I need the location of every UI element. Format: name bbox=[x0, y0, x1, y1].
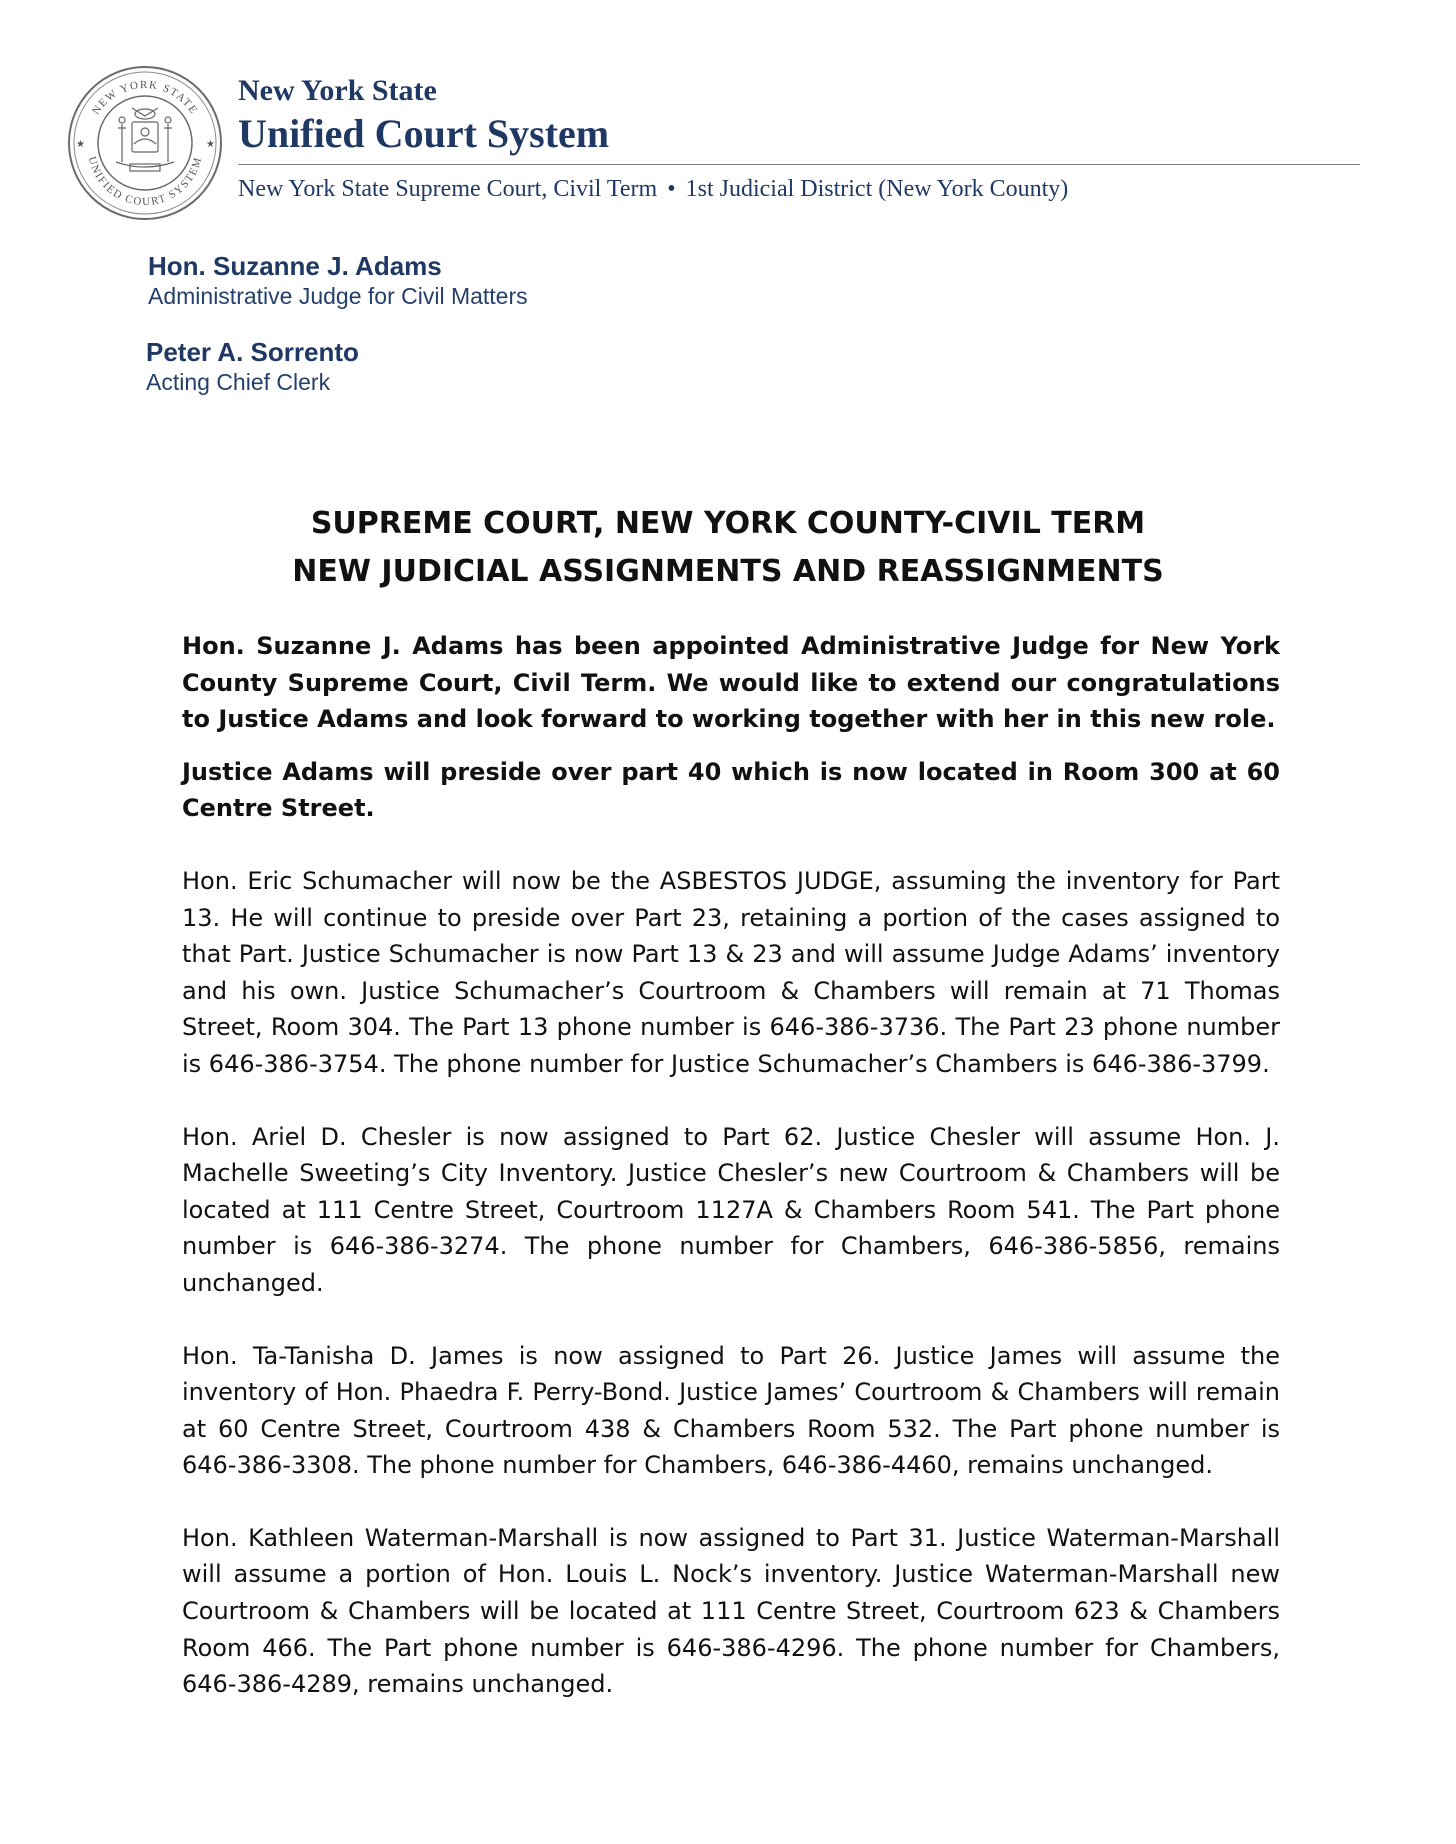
svg-text:★: ★ bbox=[76, 139, 85, 150]
paragraph-chesler: Hon. Ariel D. Chesler is now assigned to Part 62. Justice Chesler will assume Hon. J. Machelle Sweeting’s City Inventory. Justice Chesler’s new Courtroom & Chambers will be located at 111 Centre Street, Courtroom 1127A & Chambers Room 541. The Part phone number is 646-386-3274. The phone number for Chambers, 646-386-5856, remains unchanged. bbox=[182, 1122, 1280, 1297]
org-name-line2: Unified Court System bbox=[238, 111, 610, 156]
paragraph-schumacher: Hon. Eric Schumacher will now be the ASBESTOS JUDGE, assuming the inventory for Part 13. He will continue to preside over Part 23, retaining a portion of the cases assigned to that Part. Justice Schumacher is now Part 13 & 23 and will assume Judge Adams’ inventory and his own. Justice Schumacher’s Courtroom & Chambers will remain at 71 Thomas Street, Room 304. The Part 13 phone number is 646-386-3736. The Part 23 phone number is 646-386-3754. The phone number for Justice Schumacher’s Chambers is 646-386-3799. bbox=[182, 866, 1280, 1078]
document-headline bbox=[0, 500, 1456, 596]
paragraph-appointment: Hon. Suzanne J. Adams has been appointed Administrative Judge for New York County Supreme Court, Civil Term. We would like to extend our congratulations to Justice Adams and look forward to working together with her in this new role. bbox=[182, 632, 1280, 734]
document-body bbox=[182, 628, 1280, 1703]
header-divider bbox=[238, 164, 1360, 165]
new-york-state-seal-icon bbox=[66, 64, 224, 222]
official-name: Hon. Suzanne J. Adams bbox=[148, 251, 442, 281]
organization-name bbox=[238, 72, 609, 158]
court-name: New York State Supreme Court, Civil Term bbox=[238, 176, 658, 202]
official-title: Administrative Judge for Civil Matters bbox=[148, 283, 528, 309]
headline-line1: SUPREME COURT, NEW YORK COUNTY-CIVIL TERM bbox=[310, 506, 1146, 541]
paragraph-james: Hon. Ta-Tanisha D. James is now assigned to Part 26. Justice James will assume the inventory of Hon. Phaedra F. Perry-Bond. Justice James’ Courtroom & Chambers will remain at 60 Centre Street, Courtroom 438 & Chambers Room 532. The Part phone number is 646-386-3308. The phone number for Chambers, 646-386-4460, remains unchanged. bbox=[182, 1341, 1280, 1480]
paragraph-part-40: Justice Adams will preside over part 40 which is now located in Room 300 at 60 Centre Street. bbox=[182, 757, 1280, 823]
svg-text:NEW YORK STATE: NEW YORK STATE bbox=[90, 78, 201, 117]
judicial-district: 1st Judicial District (New York County) bbox=[685, 176, 1069, 202]
paragraph-waterman-marshall: Hon. Kathleen Waterman-Marshall is now assigned to Part 31. Justice Waterman-Marshall will assume a portion of Hon. Louis L. Nock’s inventory. Justice Waterman-Marshall new Courtroom & Chambers will be located at 111 Centre Street, Courtroom 623 & Chambers Room 466. The Part phone number is 646-386-4296. The phone number for Chambers, 646-386-4289, remains unchanged. bbox=[182, 1523, 1280, 1699]
official-name: Peter A. Sorrento bbox=[146, 337, 359, 367]
svg-text:★: ★ bbox=[206, 139, 215, 150]
official-administrative-judge bbox=[148, 250, 528, 310]
svg-text:UNIFIED COURT SYSTEM: UNIFIED COURT SYSTEM bbox=[85, 155, 205, 209]
separator-dot: • bbox=[667, 176, 676, 202]
official-title: Acting Chief Clerk bbox=[146, 369, 331, 395]
org-name-line1: New York State bbox=[238, 74, 437, 107]
official-chief-clerk bbox=[146, 336, 359, 396]
headline-line2: NEW JUDICIAL ASSIGNMENTS AND REASSIGNMENTS bbox=[292, 554, 1164, 589]
court-subtitle bbox=[238, 172, 1068, 206]
